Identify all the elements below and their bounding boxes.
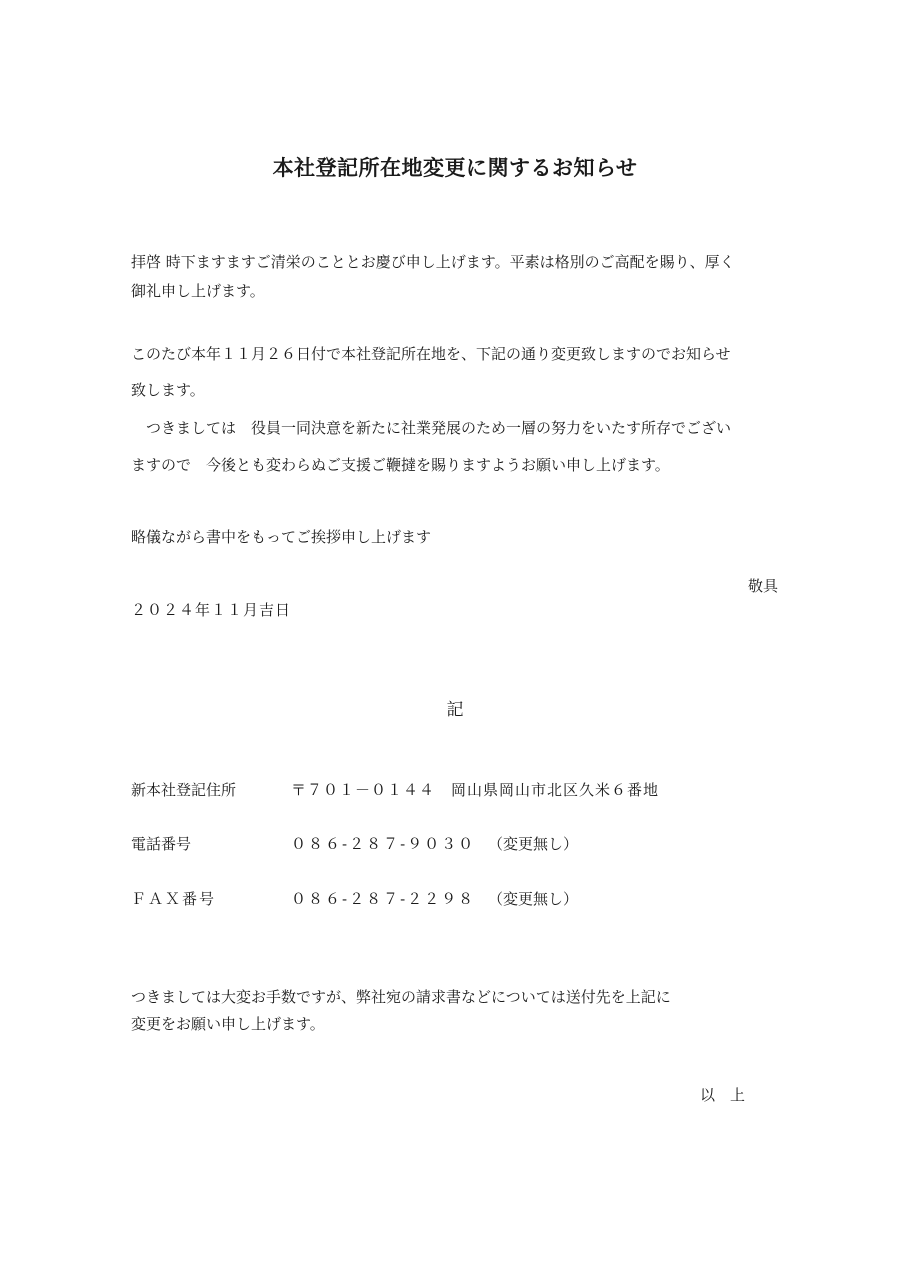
- fax-value: ０８６-２８７-２２９８: [291, 890, 476, 908]
- ijo: 以 上: [700, 1086, 746, 1104]
- greeting-line-2: 御礼申し上げます。: [131, 282, 265, 300]
- phone-row: [131, 834, 751, 856]
- phone-note: （変更無し）: [488, 835, 579, 853]
- body-line-2: 致します。: [131, 381, 205, 399]
- phone-label: 電話番号: [131, 835, 192, 853]
- request-line-2: 変更をお願い申し上げます。: [131, 1015, 325, 1033]
- ki-heading: 記: [446, 700, 464, 720]
- request-line-1: つきましては大変お手数ですが、弊社宛の請求書などについては送付先を上記に: [131, 988, 671, 1006]
- fax-label: ＦＡＸ番号: [131, 890, 217, 908]
- body-line-3: つきましては 役員一同決意を新たに社業発展のため一層の努力をいたす所存でござい: [131, 419, 732, 437]
- greeting-line-1: 拝啓 時下ますますご清栄のこととお慶び申し上げます。平素は格別のご高配を賜り、厚く: [131, 253, 735, 271]
- address-label: 新本社登記住所: [131, 781, 237, 799]
- date-line: ２０２４年１１月吉日: [131, 601, 292, 619]
- keigu: 敬具: [748, 577, 779, 595]
- body-line-4: ますので 今後とも変わらぬご支援ご鞭撻を賜りますようお願い申し上げます。: [131, 456, 670, 474]
- fax-note: （変更無し）: [488, 890, 579, 908]
- body-line-1: このたび本年１１月２６日付で本社登記所在地を、下記の通り変更致しますのでお知らせ: [131, 345, 731, 363]
- phone-value: ０８６-２８７-９０３０: [291, 835, 476, 853]
- closing-line: 略儀ながら書中をもってご挨拶申し上げます: [131, 528, 432, 546]
- fax-row: [131, 889, 751, 911]
- address-value: 〒７０１－０１４４ 岡山県岡山市北区久米６番地: [291, 781, 660, 799]
- document-title: 本社登記所在地変更に関するお知らせ: [272, 155, 638, 180]
- address-row: [131, 780, 751, 802]
